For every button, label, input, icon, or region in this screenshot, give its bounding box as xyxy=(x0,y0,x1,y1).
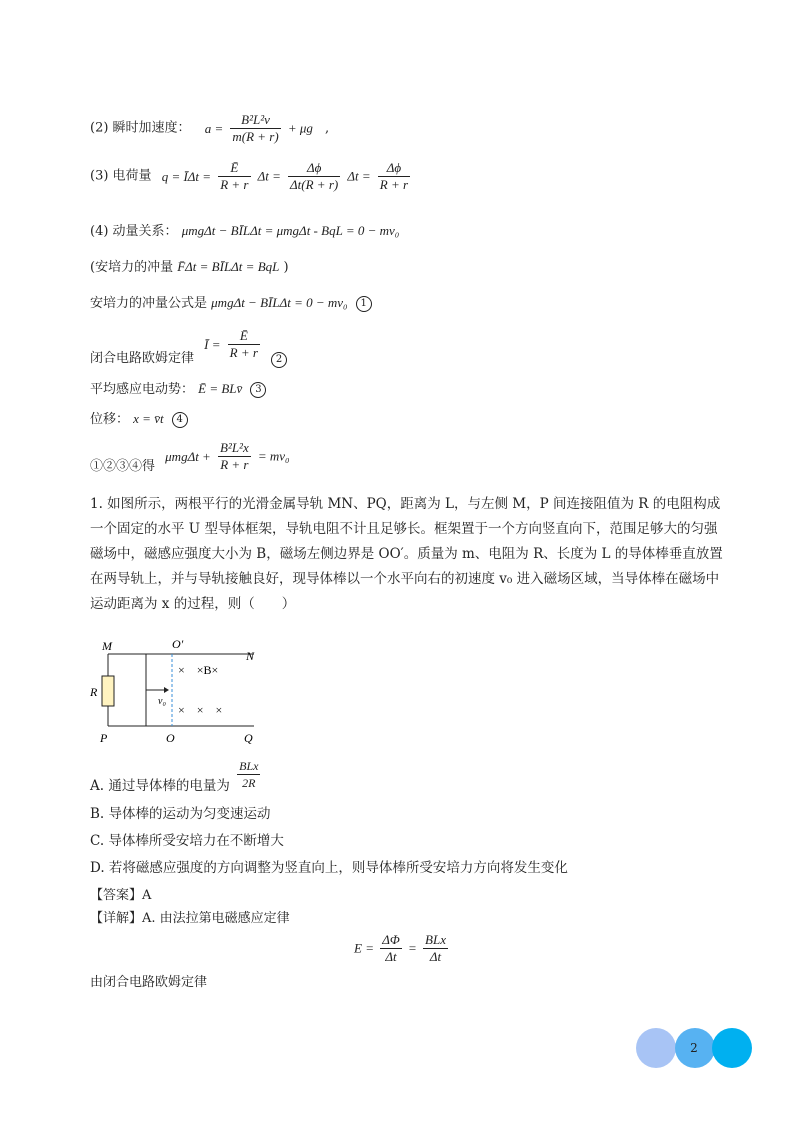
circuit-diagram xyxy=(88,638,268,748)
formula-combine xyxy=(90,440,290,476)
circled-2: 2 xyxy=(271,352,287,368)
label-P: P xyxy=(100,731,108,745)
eq-frac-1 xyxy=(380,932,402,965)
combine-rhs: = mv₀ xyxy=(257,448,290,464)
label-M: M xyxy=(102,639,112,653)
option-d: D. 若将磁感应强度的方向调整为竖直向上，则导体棒所受安培力方向将发生变化 xyxy=(90,860,568,876)
footer-circle-1 xyxy=(636,1028,676,1068)
emf-expr: Ē = BLv̄ xyxy=(198,381,243,396)
option-c: C. 导体棒所受安培力在不断增大 xyxy=(90,833,284,849)
option-a-den: 2R xyxy=(237,774,260,791)
eq-f1-den: Δt xyxy=(380,948,402,965)
option-a-num: BLx xyxy=(239,759,259,773)
answer-label: 【答案】A xyxy=(90,888,152,903)
field-row-2: × × × xyxy=(178,703,223,717)
label-Oprime: O′ xyxy=(172,637,184,651)
formula-displacement xyxy=(90,410,188,429)
formula-ohm xyxy=(90,328,287,368)
label-v0: v₀ xyxy=(158,696,166,707)
charge-f3-num: Δϕ xyxy=(386,160,402,175)
field-row-1: × ×B× xyxy=(178,663,219,677)
eq-f1-num: ΔΦ xyxy=(382,932,400,947)
charge-f3-den: R + r xyxy=(379,177,409,192)
emf-label: 平均感应电动势： xyxy=(90,382,195,397)
ohm-fraction xyxy=(228,328,260,361)
accel-tail: + μg xyxy=(287,120,313,136)
charge-f2-den: Δt(R + r) xyxy=(290,177,339,192)
charge-label: (3) 电荷量 xyxy=(90,168,152,184)
combine-circles: ①②③④得 xyxy=(90,459,156,474)
label-Q: Q xyxy=(244,731,253,745)
formula-emf xyxy=(90,380,266,399)
charge-f1-den: R + r xyxy=(220,177,249,192)
ohm-lhs: Ī = xyxy=(204,336,221,352)
momentum-label: (4) 动量关系： xyxy=(90,224,178,239)
charge-f2-num: Δϕ xyxy=(306,160,322,175)
charge-q: q = ĪΔt = xyxy=(161,168,212,184)
option-a-prefix: A. 通过导体棒的电量为 xyxy=(90,778,230,794)
option-b: B. 导体棒的运动为匀变速运动 xyxy=(90,806,271,822)
disp-label: 位移： xyxy=(90,412,130,427)
charge-frac-3 xyxy=(378,160,410,193)
impulse-formula-label: 安培力的冲量公式是 xyxy=(90,296,208,311)
resistor xyxy=(102,676,114,706)
accel-num: B²L²v xyxy=(241,112,270,127)
accel-lhs: a = xyxy=(204,120,224,136)
combine-lhs: μmgΔt + xyxy=(165,448,211,464)
combine-num: B²L²x xyxy=(219,440,249,455)
velocity-arrowhead xyxy=(164,687,169,693)
charge-f1-num: Ē xyxy=(230,160,239,175)
formula-impulse xyxy=(90,258,289,277)
impulse-close: ) xyxy=(283,260,289,275)
option-a-fraction xyxy=(237,758,260,791)
charge-dt2: Δt = xyxy=(347,168,371,184)
label-R: R xyxy=(90,685,98,699)
accel-fraction xyxy=(230,112,280,145)
label-N: N xyxy=(246,649,255,663)
eq-f2-num: BLx xyxy=(425,932,446,947)
ohm-num: Ē xyxy=(239,328,248,343)
circled-3: 3 xyxy=(250,382,266,398)
answer-detail: 【详解】A. 由法拉第电磁感应定律 xyxy=(90,911,290,926)
answer-ohm-line: 由闭合电路欧姆定律 xyxy=(90,975,208,990)
page-number: 2 xyxy=(690,1041,698,1055)
circled-1: 1 xyxy=(356,296,372,312)
answer-equation xyxy=(354,932,451,965)
option-a xyxy=(90,758,263,796)
charge-dt1: Δt = xyxy=(257,168,281,184)
circled-4: 4 xyxy=(172,412,188,428)
eq-frac-2 xyxy=(423,932,448,965)
label-O: O xyxy=(166,731,175,745)
formula-acceleration xyxy=(90,112,329,145)
question-text: 1. 如图所示，两根平行的光滑金属导轨 MN、PQ，距离为 L，与左侧 M，P 间连接阻值为 R 的电阻构成一个固定的水平 U 型导体框架，导轨电阻不计且足够长。框架置于一个方向竖直向下，范围足够大的匀强磁场中，磁感应强度大小为 B，磁场左侧边界是 OO′。质量为 m、电阻为 R、长度为 L 的导体棒垂直放置在两导轨上，并与导轨接触良好，现导体棒以一个水平向右的初速度 v₀ 进入磁场区域，当导体棒在磁场中运动距离为 x 的过程，则（ ） xyxy=(90,496,723,612)
footer-circle-3 xyxy=(712,1028,752,1068)
charge-frac-1 xyxy=(218,160,250,193)
accel-den: m(R + r) xyxy=(232,129,279,144)
eq-lhs: E = xyxy=(354,940,374,956)
formula-charge xyxy=(90,160,413,193)
impulse-formula-expr: μmgΔt − BĪLΔt = 0 − mv₀ xyxy=(211,295,348,310)
eq-equals: = xyxy=(408,940,417,956)
formula-momentum xyxy=(90,222,399,241)
ohm-label: 闭合电路欧姆定律 xyxy=(90,351,195,366)
impulse-open: (安培力的冲量 xyxy=(90,260,174,275)
momentum-expr: μmgΔt − BĪLΔt = μmgΔt - BqL = 0 − mv₀ xyxy=(181,223,400,238)
combine-den: R + r xyxy=(218,456,251,473)
ohm-den: R + r xyxy=(229,345,258,360)
disp-expr: x = v̄t xyxy=(133,411,164,426)
eq-f2-den: Δt xyxy=(423,948,448,965)
formula-impulse-eq xyxy=(90,294,372,313)
impulse-expr: F̄Δt = BĪLΔt = BqL xyxy=(177,259,280,274)
accel-label: (2) 瞬时加速度： xyxy=(90,120,191,136)
charge-frac-2 xyxy=(288,160,340,193)
combine-fraction xyxy=(218,440,251,473)
accel-comma: , xyxy=(325,120,330,136)
